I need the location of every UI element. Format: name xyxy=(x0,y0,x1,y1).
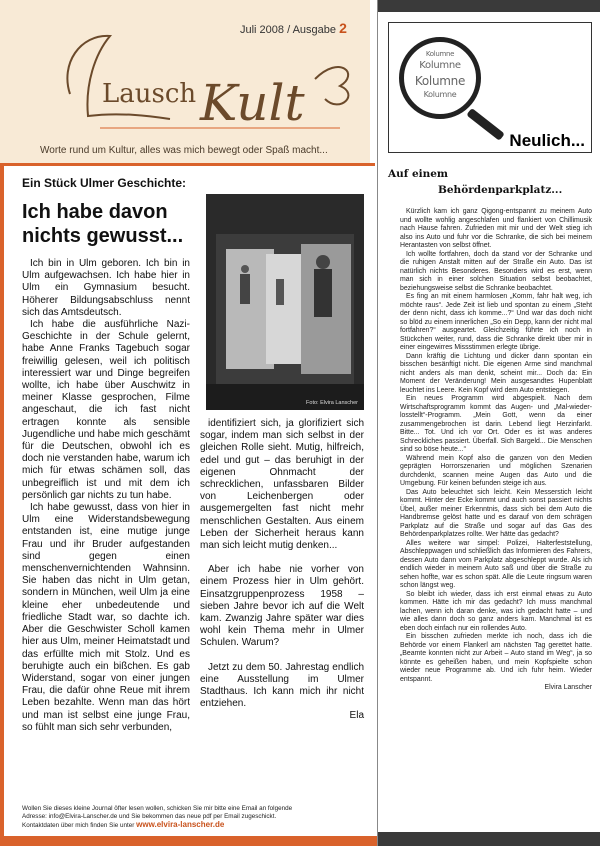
kolumne-signature: Elvira Lanscher xyxy=(544,684,592,691)
kolumne-word: Kolumne xyxy=(425,50,455,58)
footer-line: Kontaktdaten über mich finden Sie unter xyxy=(22,822,135,829)
kolumne-paragraph: Alles weitere war simpel: Polizei, Halterfeststellung, Abschleppwagen und schließlich das Informieren des Fahrers, dessen Auto dann vom Parkplatz abgeschleppt wurde. Als ich endlich wieder in meinem Auto saß und über die Straße zu sehen hoffte, war es schon spät. Alle die Leute ringsum waren schon längst weg. xyxy=(400,539,592,589)
logo-word-kult: Kult xyxy=(200,74,305,132)
kolumne-title-line2: Behördenparkplatz... xyxy=(438,184,563,196)
footer-note xyxy=(22,805,367,830)
magnifier-handle xyxy=(466,108,505,141)
footer-line: Adresse: info@Elvira-Lanscher.de und Sie bekommen das neue pdf per Email zugeschickt. xyxy=(22,813,277,820)
article-signature: Ela xyxy=(349,710,364,722)
col2-paragraph: Aber ich habe nie vorher von einem Prozess hier in Ulm gehört. Einsatzgruppenprozess 1958 – sieben Jahre bevor ich auf die Welt kam. Zwanzig Jahre später war dies wohl kein Thema mehr in Ulmer Schulen. Warum? xyxy=(200,564,364,649)
tagline: Worte rund um Kultur, alles was mich bewegt oder Spaß macht... xyxy=(40,145,328,156)
kolumne-paragraph: Dann kräftig die Lichtung und dicker dann spontan ein bisschen besänftigt nicht. Die eigenen Arme sind manchmal nicht anders als man denkt, scheint mir... Doch da: Ein Moment der Veränderung! Mein ausgesandtes Hupenblatt leuchtet ins Leere. Kein Kopf wird dem Auto entstiegen. xyxy=(400,352,592,394)
kolumne-word: Kolumne xyxy=(423,90,457,99)
issue-text: Juli 2008 / Ausgabe xyxy=(240,24,337,36)
kolumne-paragraph: Kürzlich kam ich ganz Qigong-entspannt zu meinem Auto und wollte wohlig angeschlafen und flankiert von Chillimusik nach Hause fahren. Zufrieden mit mir und der Welt stieg ich also ins Auto und fuhr vor die Schranke, die sich bei meinem Herantasten von selbst öffnet. xyxy=(400,208,592,249)
kolumne-paragraph: Ich wollte fortfahren, doch da stand vor der Schranke und die ruhigen Anstalt mitten auf der Straße ein Auto. Das ist natürlich nichts Besonderes. Besonders wird es erst, wenn man sich in einer solchen Situation selbst beobachtet, beziehungsweise selbst die Schranke beobachtet. xyxy=(400,250,592,292)
exhibition-photo-image xyxy=(206,194,364,410)
magnifier-icon xyxy=(399,37,481,119)
kolumne-heading: Neulich... xyxy=(509,131,585,150)
kolumne-paragraph: Das Auto beleuchtet sich leicht. Kein Messerstich leicht kommt. Hinter der Ecke kommt und auch sonst passiert nichts Übel, außer meiner Erkenntnis, dass sich bei dem Auto die Handbremse gelöst hatte und es darauf von dem schrägen Parkplatz auf die Straße und sogar auf das Gas des Behördenparkplatzes rollte. Wer hätte das gedacht? xyxy=(400,488,592,538)
lauschkult-logo xyxy=(40,24,370,134)
kolumne-paragraph: Ein neues Programm wird abgespielt. Nach dem Wirtschaftsprogramm kommt das Augen- und „Mal-wieder-losstellt“-Programm. „Mein Gott, wenn da einer zusammengebrochen ist darin. Lebend liegt Herzinfarkt. Bitte... Tot. Und ich vor Ort. Oder es ist was anderes Schreckliches passiert. Überfall. Sich Bargeld... Die Menschen sind so böse heute...“ xyxy=(400,395,592,453)
kolumne-header xyxy=(388,22,592,153)
exhibition-photo xyxy=(206,194,364,410)
issue-number: 2 xyxy=(339,20,347,36)
kolumne-word: Kolumne xyxy=(414,74,466,88)
photo-credit: Foto: Elvira Lanscher xyxy=(306,400,358,406)
col2-paragraph: Jetzt zu dem 50. Jahrestag endlich eine Ausstellung im Ulmer Stadthaus. Ich kann mich ihr nicht entziehen. xyxy=(200,661,364,710)
sidebar-top-bar xyxy=(378,0,600,12)
col2-paragraph: identifiziert sich, ja glorifiziert sich sogar, indem man sich selbst in der gleichen Rolle sieht. Mutig, hilfreich, edel und gut – das beruhigt in der eigenen Ohnmacht der schrecklichen, unfassbaren Bilder von Leichenbergen oder ausgemergelten fast nicht mehr menschlichen Gestalten. Aus einem Leben der Sicherheit heraus kann man sich leicht mutig denken... xyxy=(200,418,364,552)
kolumne-paragraph: Es fing an mit einem harmlosen „Komm, fahr halt weg, ich möchte raus“. Jede Zeit ist lieb und spontan zu einem „Steht der denn nicht, dass ich komme...?“ Und war das doch nicht so blöd zu einem innerlichen „So ein Depp, kann der nicht mal fortfahren?“ ausgeartet. Gleichzeitig führte ich noch in Stückchen weiter, rund, dass die Schranke direkt über mir in einer eingewirres Missstimmen erlegte übrige. xyxy=(400,293,592,351)
col1-paragraph: Ich habe gewusst, dass von hier in Ulm eine Widerstandsbewegung entstanden ist, eine mutige junge Frau und ihr Bruder aufgestanden sind gegen einen menschenvernichtenden Wahnsinn. Sie haben das nicht in Ulm getan, sondern in München, weil Ulm ja eine kleine eher unbedeutende und friedliche Stadt war, so dachte ich. Aber die Geschwister Scholl kamen hier aus Ulm, meiner Heimatstadt und das erfüllte mich mit Stolz. Und es beruhigte auch ein bißchen. Es gab Widerstand, sogar von einer jungen Frau, die dafür ohne Reue mit ihrem Leben bezahlte. Wenn man das hört und man ist selbst eine junge Frau, so fühlt man sich sehr verbunden, xyxy=(22,502,190,733)
sidebar-bottom-bar xyxy=(378,832,600,846)
article-column-1 xyxy=(22,258,190,734)
footer-bar xyxy=(0,836,377,846)
section-title: Ein Stück Ulmer Geschichte: xyxy=(22,176,187,190)
article-column-2 xyxy=(200,418,364,723)
footer-line: Wollen Sie dieses kleine Journal öfter lesen wollen, schicken Sie mir bitte eine Email an folgende xyxy=(22,805,293,812)
article-headline: Ich habe davon nichts gewusst... xyxy=(22,201,184,247)
kolumne-body xyxy=(400,208,592,693)
masthead-divider xyxy=(0,163,375,166)
masthead xyxy=(0,0,370,163)
logo-word-lausch: Lausch xyxy=(102,79,197,109)
col1-paragraph: Ich habe die ausführliche Nazi-Geschichte in der Schule gelernt, habe Anne Franks Tagebuch sogar freiwillig gelesen, weil ich politisch interessiert war und Dinge begreifen wollte, ich habe über Auschwitz in meiner Klasse gesprochen, Filme angeschaut, die ich fast nicht ertragen konnte als sensible Jugendliche und habe mich geschämt für die Deutschen, obwohl ich es doch nie verstanden habe, warum ich mich für etwas schämen soll, das unbegreiflich ist und mit dem ich persönlich gar nichts zu tun habe. xyxy=(22,319,190,501)
kolumne-word: Kolumne xyxy=(419,60,461,71)
col1-paragraph: Ich bin in Ulm geboren. Ich bin in Ulm aufgewachsen. Ich habe hier in Ulm ein Gymnasium besucht. Höherer Bildungsabschluss nennt sich das Amtsdeutsch. xyxy=(22,258,190,318)
kolumne-paragraph: So bleibt ich wieder, dass ich erst einmal etwas zu Auto kommen. Hätte ich mir das gedacht? Ich muss manchmal lachen, wenn ich daran denke, was ich gedacht hatte – und wie alles dann doch so ganz anders kam. Manchmal ist es eben doch einfach nur ein rollendes Auto. xyxy=(400,590,592,632)
kolumne-sidebar xyxy=(377,0,600,846)
kolumne-title-line1: Auf einem xyxy=(388,168,449,180)
kolumne-paragraph: Ein bisschen zufrieden merkte ich noch, dass ich die Behörde vor einem Flankerl am nächsten Tag gerettet hatte. „Beamte konnten nicht zur Arbeit – Auto stand im Weg“, ja so könnte es geheißen haben, und mein Kopfspielte schon wieder neue Programme ab. Und ich fuhr heim. Wieder entspannt. xyxy=(400,633,592,683)
kolumne-paragraph: Während mein Kopf also die ganzen von den Medien geprägten Horrorszenarien und möglichen Szenarien durchdenkt, scannen meine Augen das Auto und die Umgebung. Für keinen befunden steige ich aus. xyxy=(400,454,592,487)
footer-website-link[interactable]: www.elvira-lanscher.de xyxy=(136,820,225,829)
